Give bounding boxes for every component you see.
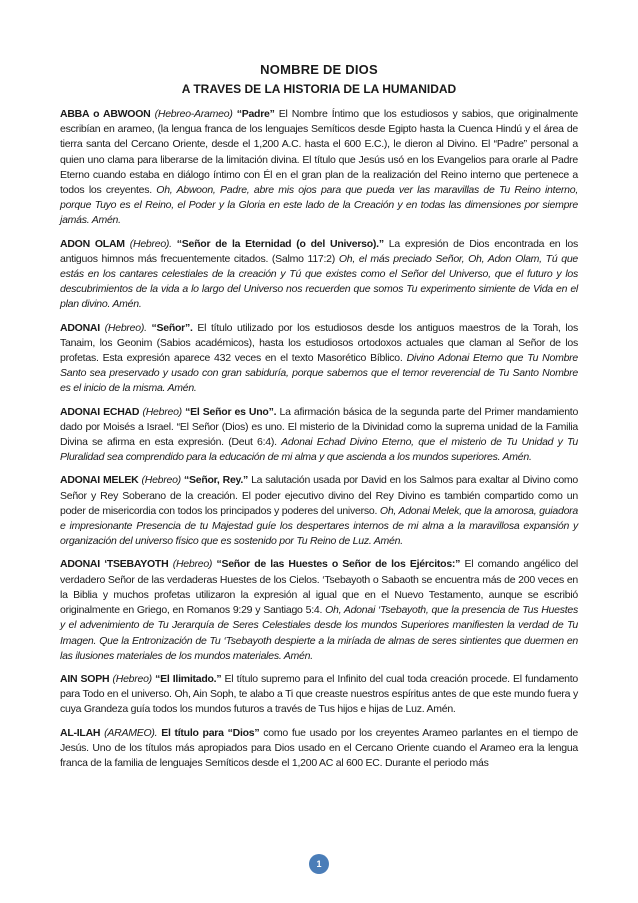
entry-language: (Hebreo). <box>104 321 147 334</box>
entry-meaning: “Señor de las Huestes o Señor de los Ejércitos:” <box>216 558 461 571</box>
entry-term: ADONAI ‘TSEBAYOTH <box>60 558 169 571</box>
entry-term: ADONAI <box>60 321 100 334</box>
entry-term: ABBA o ABWOON <box>60 108 151 120</box>
entry-prayer: Adonai Echad Divino Eterno, que el misterio de Tu Unidad y Tu Pluralidad sea comprendido para la educación de mi alma y que ascienda a los mundos superiores. Amén. <box>60 436 578 464</box>
entry-meaning: El título para “Dios” <box>161 726 260 739</box>
entry-meaning: “Señor”. <box>151 321 193 334</box>
entry-prayer: Oh, el más preciado Señor, Oh, Adon Olam, Tú que estás en los cantares celestiales de la creación y Tú que existes como el Señor del Universo, que el futuro y los descubrimientos de la vida a lo largo del Universo nos recuerden que somos Tu experimento simiente de Vida en el plan divino. Amén. <box>60 252 579 311</box>
entry-term: ADON OLAM <box>60 237 125 250</box>
document-page <box>60 62 578 779</box>
entry-body: La afirmación básica de la segunda parte del Primer mandamiento dado por Moisés a Israel. “El Señor (Dios) es uno. El misterio de la Divinidad como la suprema unidad de la Familia Divina se afirma en esta expresión. (Deut 6:4). <box>60 405 579 449</box>
entry-term: ADONAI ECHAD <box>60 405 140 418</box>
entry-language: (Hebreo) <box>142 405 182 418</box>
entry-meaning: “El Ilimitado.” <box>155 672 222 685</box>
entry-language: (Hebreo-Arameo) <box>154 108 233 120</box>
entry-adonai <box>60 321 578 397</box>
entry-prayer: Oh, Adonai Melek, que la amorosa, guiadora e impresionante Presencia de tu Majestad guíe los despertares internos de mi alma a la maravillosa expansión y organización del universo físico que es sostenido por Tu Reino de Luz. Amén. <box>60 504 578 548</box>
entry-term: ADONAI MELEK <box>60 474 139 487</box>
entry-language: (Hebreo). <box>129 237 172 250</box>
entry-body: El título utilizado por los estudiosos desde los antiguos maestros de la Torah, los Tanaim, los Geonim (Sabios académicos), hasta los estudiosos ortodoxos actuales que claman al Señor de los profetas. Esta expresión aparece 432 veces en el texto Masorético Bíblico. <box>60 321 578 365</box>
entry-ain-soph <box>60 672 578 718</box>
entry-adonai-tsebayoth <box>60 557 578 663</box>
entry-language: (Hebreo) <box>112 672 152 685</box>
entry-body: El título supremo para el Infinito del cual toda creación procede. El fundamento para Todo en el universo. Oh, Ain Soph, te alabo a Ti que creaste nuestros espíritus antes de que este mundo fuera y cuya Grandeza guía todos los mundos futuros a través de Tus hijos e hijas de Luz. Amén. <box>60 672 579 716</box>
entry-prayer: Oh, Adonai ‘Tsebayoth, que la presencia de Tus Huestes y el advenimiento de Tu Jerarquía de Seres Celestiales desde los mundos Superiores manifiesten la verdad de Tu Imagen. Que la Entronización de Tu ‘Tsebayoth despierte a la miríada de almas de seres sintientes que duermen en las ilusiones materiales de los mundos materiales. Amén. <box>60 604 578 662</box>
entry-adon-olam <box>60 237 578 313</box>
entry-language: (Hebreo) <box>172 558 213 571</box>
entry-adonai-melek <box>60 473 578 549</box>
entry-body: El comando angélico del verdadero Señor de las verdaderas Huestes de los Cielos. ‘Tsebayoth o Sabaoth se encuentra más de 200 veces en la Biblia y muchos profetas utilizaron la expresión al igual que en el Nuevo Testamento, aunque se escribió originalmente en Griego, en Romanos 9:29 y Santiago 5:4. <box>60 558 578 617</box>
page-subtitle: A TRAVES DE LA HISTORIA DE LA HUMANIDAD <box>181 82 457 96</box>
entry-prayer: Oh, Abwoon, Padre, abre mis ojos para que pueda ver las maravillas de Tu Reino interno, porque Tuyo es el Reino, el Poder y la Gloria en este lado de la Creación y en todas las dimensiones por siempre jamás. Amén. <box>60 184 579 227</box>
entry-al-ilah <box>60 726 578 772</box>
entry-meaning: “El Señor es Uno”. <box>185 405 277 418</box>
page-title: NOMBRE DE DIOS <box>260 62 378 77</box>
entry-prayer: Divino Adonai Eterno que Tu Nombre Santo sea preservado y usado con gran sabiduría, porque sabemos que el temor reverencial de Tu Santo Nombre es el inicio de la misma. Amén. <box>60 352 579 395</box>
entry-language: (ARAMEO). <box>104 726 158 739</box>
entry-meaning: “Padre” <box>236 108 275 120</box>
entry-body: La expresión de Dios encontrada en los antiguos himnos más frecuentemente citados. (Salmo 117:2) <box>60 237 579 265</box>
entry-language: (Hebreo) <box>141 474 181 487</box>
entry-meaning: “Señor de la Eternidad (o del Universo).” <box>176 237 384 250</box>
entry-body: La salutación usada por David en los Salmos para exaltar al Divino como Señor y Rey Soberano de la creación. El poder ejecutivo divino del Rey Divino es también compartido como un poder de misericordia con todos los principados y poderes del universo. <box>60 474 579 517</box>
entry-term: AL-ILAH <box>60 726 101 739</box>
entry-body: El Nombre Íntimo que los estudiosos y sabios, que originalmente escribían en arameo, (la lengua franca de los lenguajes Semíticos desde Egipto hasta la Cuenca Hindú y el área de tierra santa del Cercano Oriente, desde el 1,200 A.C. hasta el 600 E.C.), le dieron al Divino. El “Padre” personal a quien uno clama para liberarse de la limitación divina. El título que Jesús usó en los Evangelios para orarle al Padre Eterno cuando estaba en diálogo íntimo con Él en el gran plan de la realización del Reino interno que pertenece a todos los creyentes. <box>60 108 578 197</box>
page-number-badge: 1 <box>309 854 329 874</box>
entry-abba <box>60 107 578 229</box>
entry-body: como fue usado por los creyentes Arameo parlantes en el tiempo de Jesús. Uno de los títulos más apropiados para Dios usado en el Cercano Oriente cuando el Arameo era la lengua franca de la familia de lenguajes Semíticos desde el 1,200 AC al 600 EC. Durante el periodo más <box>60 726 578 769</box>
entry-adonai-echad <box>60 405 578 466</box>
entry-meaning: “Señor, Rey.” <box>183 474 249 487</box>
entry-term: AIN SOPH <box>60 672 110 685</box>
